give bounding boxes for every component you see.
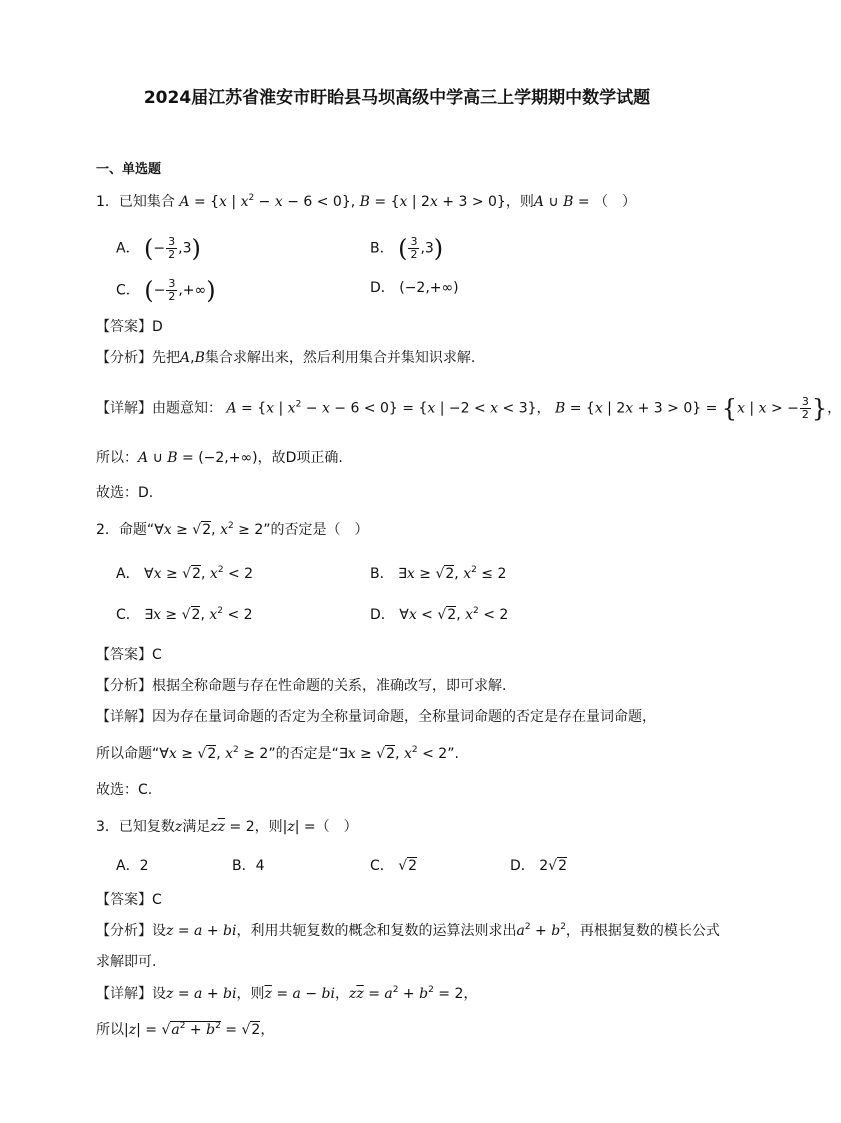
- q3-option-c: C． √2: [370, 858, 418, 874]
- q3-option-a: A．2: [116, 858, 149, 874]
- q1-option-b: B． ( $\frac{3}{2}$ ,3): [370, 234, 444, 263]
- q3-option-b: B．4: [232, 858, 265, 874]
- q3-analysis-cont: 求解即可.: [96, 954, 157, 970]
- q2-stem: 2．命题“∀x ≥ √2, $x^2 \ge 2$”的否定是（ ）: [96, 521, 369, 538]
- q1-analysis: 【分析】先把A,B集合求解出来，然后利用集合并集知识求解.: [96, 350, 476, 366]
- q1-conclusion: 所以：A ∪ B = (−2,+∞)，故D项正确.: [96, 450, 343, 466]
- q1-detail: 【详解】由题意知： A = {x | $x^2 - x - 6 < 0\} = \{x$ | −2 < x < 3}， B = {x | 2x + 3 > 0} = {x | x > − $\frac{3}{2}$ }，: [96, 394, 841, 423]
- q2-option-a: A． ∀x ≥ √2, $x^2 < 2$: [116, 565, 254, 582]
- q2-option-d: D． ∀x < √2, $x^2 < 2$: [370, 606, 509, 623]
- q2-option-c: C． ∃x ≥ √2, $x^2 < 2$: [116, 606, 253, 623]
- q2-answer: 【答案】C: [96, 647, 162, 663]
- q2-option-b: B． ∃x ≥ √2, $x^2 \le 2$: [370, 565, 507, 582]
- q3-detail: 【详解】设z = a + bi，则$\overline{z} = a$ − bi，$z\overline{z} = a^2 + b^2 = 2$，: [96, 985, 478, 1002]
- q3-option-d: D． 2√2: [510, 858, 567, 874]
- q2-analysis: 【分析】根据全称命题与存在性命题的关系，准确改写，即可求解.: [96, 678, 507, 694]
- q1-option-a: A． (− $\frac{3}{2}$ ,3): [116, 234, 201, 263]
- q3-conclusion: 所以$|z| = √a^2 + b^2 = √2$，: [96, 1021, 275, 1038]
- q1-stem: 1．已知集合 A = {x | $x^2 - x - 6 < 0$}, B = {x | 2x + 3 > 0}，则A ∪ B = （ ）: [96, 193, 637, 210]
- page-title: 2024届江苏省淮安市盱眙县马坝高级中学高三上学期期中数学试题: [143, 88, 651, 108]
- q2-conclusion: 所以命题“∀x ≥ √2, $x^2 \ge 2$”的否定是“∃x ≥ √2, $x^2 < 2$”.: [96, 745, 459, 762]
- q1-option-d: D． (−2,+∞): [370, 280, 459, 296]
- q3-analysis: 【分析】设z = a + bi，利用共轭复数的概念和复数的运算法则求出$a^2 + b^2$，再根据复数的模长公式: [96, 922, 720, 939]
- q1-choose: 故选：D.: [96, 485, 154, 501]
- q3-answer: 【答案】C: [96, 892, 162, 908]
- section-heading: 一、单选题: [96, 162, 162, 177]
- q2-detail: 【详解】因为存在量词命题的否定为全称量词命题，全称量词命题的否定是存在量词命题，: [96, 709, 656, 725]
- q3-stem: 3．已知复数z满足$z\overline{z} = 2$，则|z| =（ ）: [96, 819, 358, 835]
- q1-option-c: C． (− $\frac{3}{2}$ ,+∞): [116, 276, 216, 305]
- q2-choose: 故选：C.: [96, 782, 153, 798]
- q1-answer: 【答案】D: [96, 319, 163, 335]
